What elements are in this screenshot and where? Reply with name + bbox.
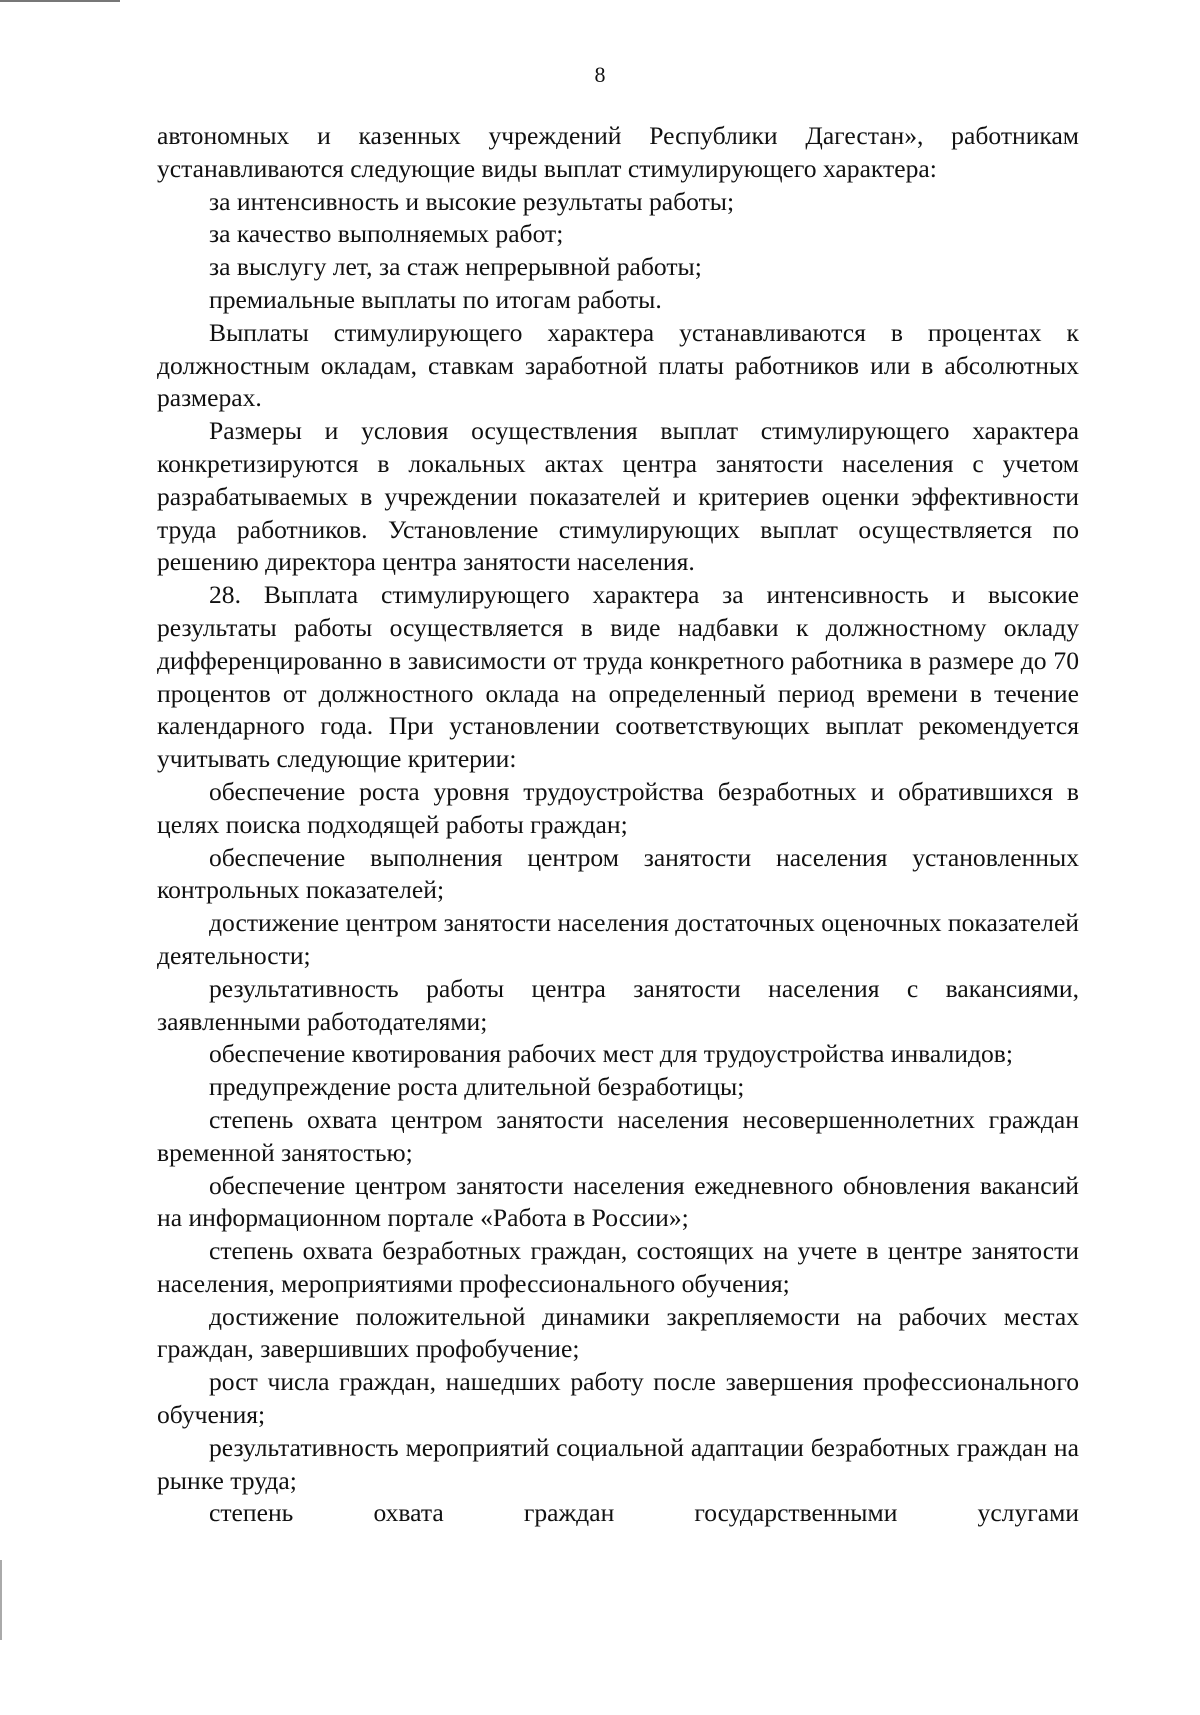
paragraph: Выплаты стимулирующего характера устанавливаются в процентах к должностным окладам, ставкам заработной платы работников или в абсолютных размерах.	[157, 317, 1079, 413]
criteria-item: обеспечение центром занятости населения ежедневного обновления вакансий на информационном портале «Работа в России»;	[157, 1170, 1079, 1233]
criteria-item: достижение центром занятости населения достаточных оценочных показателей деятельности;	[157, 908, 1079, 970]
criteria-item: обеспечение квотирования рабочих мест для трудоустройства инвалидов;	[209, 1039, 1013, 1069]
list-item: за выслугу лет, за стаж непрерывной работы;	[209, 252, 702, 282]
criteria-item: достижение положительной динамики закрепляемости на рабочих местах граждан, завершивших профобучение;	[157, 1301, 1079, 1364]
scan-edge-mark	[0, 0, 120, 2]
criteria-item: степень охвата центром занятости населения несовершеннолетних граждан временной занятостью;	[157, 1104, 1079, 1167]
page-number: 8	[594, 62, 606, 87]
list-item: за качество выполняемых работ;	[209, 219, 564, 249]
criteria-item: рост числа граждан, нашедших работу после завершения профессионального обучения;	[157, 1367, 1079, 1430]
paragraph: автономных и казенных учреждений Республики Дагестан», работникам устанавливаются следующие виды выплат стимулирующего характера:	[157, 121, 1079, 183]
list-item: премиальные выплаты по итогам работы.	[209, 284, 662, 314]
criteria-item: обеспечение роста уровня трудоустройства безработных и обратившихся в целях поиска подходящей работы граждан;	[157, 776, 1079, 839]
list-item: за интенсивность и высокие результаты работы;	[209, 186, 735, 216]
document-body	[157, 120, 1079, 1530]
criteria-item: обеспечение выполнения центром занятости населения установленных контрольных показателей;	[157, 842, 1079, 905]
paragraph-28: 28. Выплата стимулирующего характера за интенсивность и высокие результаты работы осуществляется в виде надбавки к должностному окладу дифференцированно в зависимости от труда конкретного работника в размере до 70 процентов от должностного оклада на определенный период времени в течение календарного года. При установлении соответствующих выплат рекомендуется учитывать следующие критерии:	[157, 580, 1079, 774]
criteria-item: степень охвата граждан государственными услугами	[209, 1498, 1079, 1528]
scan-edge-mark	[0, 1560, 2, 1640]
criteria-item: результативность мероприятий социальной адаптации безработных граждан на рынке труда;	[157, 1432, 1079, 1495]
paragraph: Размеры и условия осуществления выплат стимулирующего характера конкретизируются в локальных актах центра занятости населения с учетом разрабатываемых в учреждении показателей и критериев оценки эффективности труда работников. Установление стимулирующих выплат осуществляется по решению директора центра занятости населения.	[157, 416, 1079, 577]
criteria-item: результативность работы центра занятости населения с вакансиями, заявленными работодателями;	[157, 973, 1079, 1036]
criteria-item: предупреждение роста длительной безработицы;	[209, 1072, 745, 1102]
criteria-item: степень охвата безработных граждан, состоящих на учете в центре занятости населения, мероприятиями профессионального обучения;	[157, 1236, 1079, 1298]
